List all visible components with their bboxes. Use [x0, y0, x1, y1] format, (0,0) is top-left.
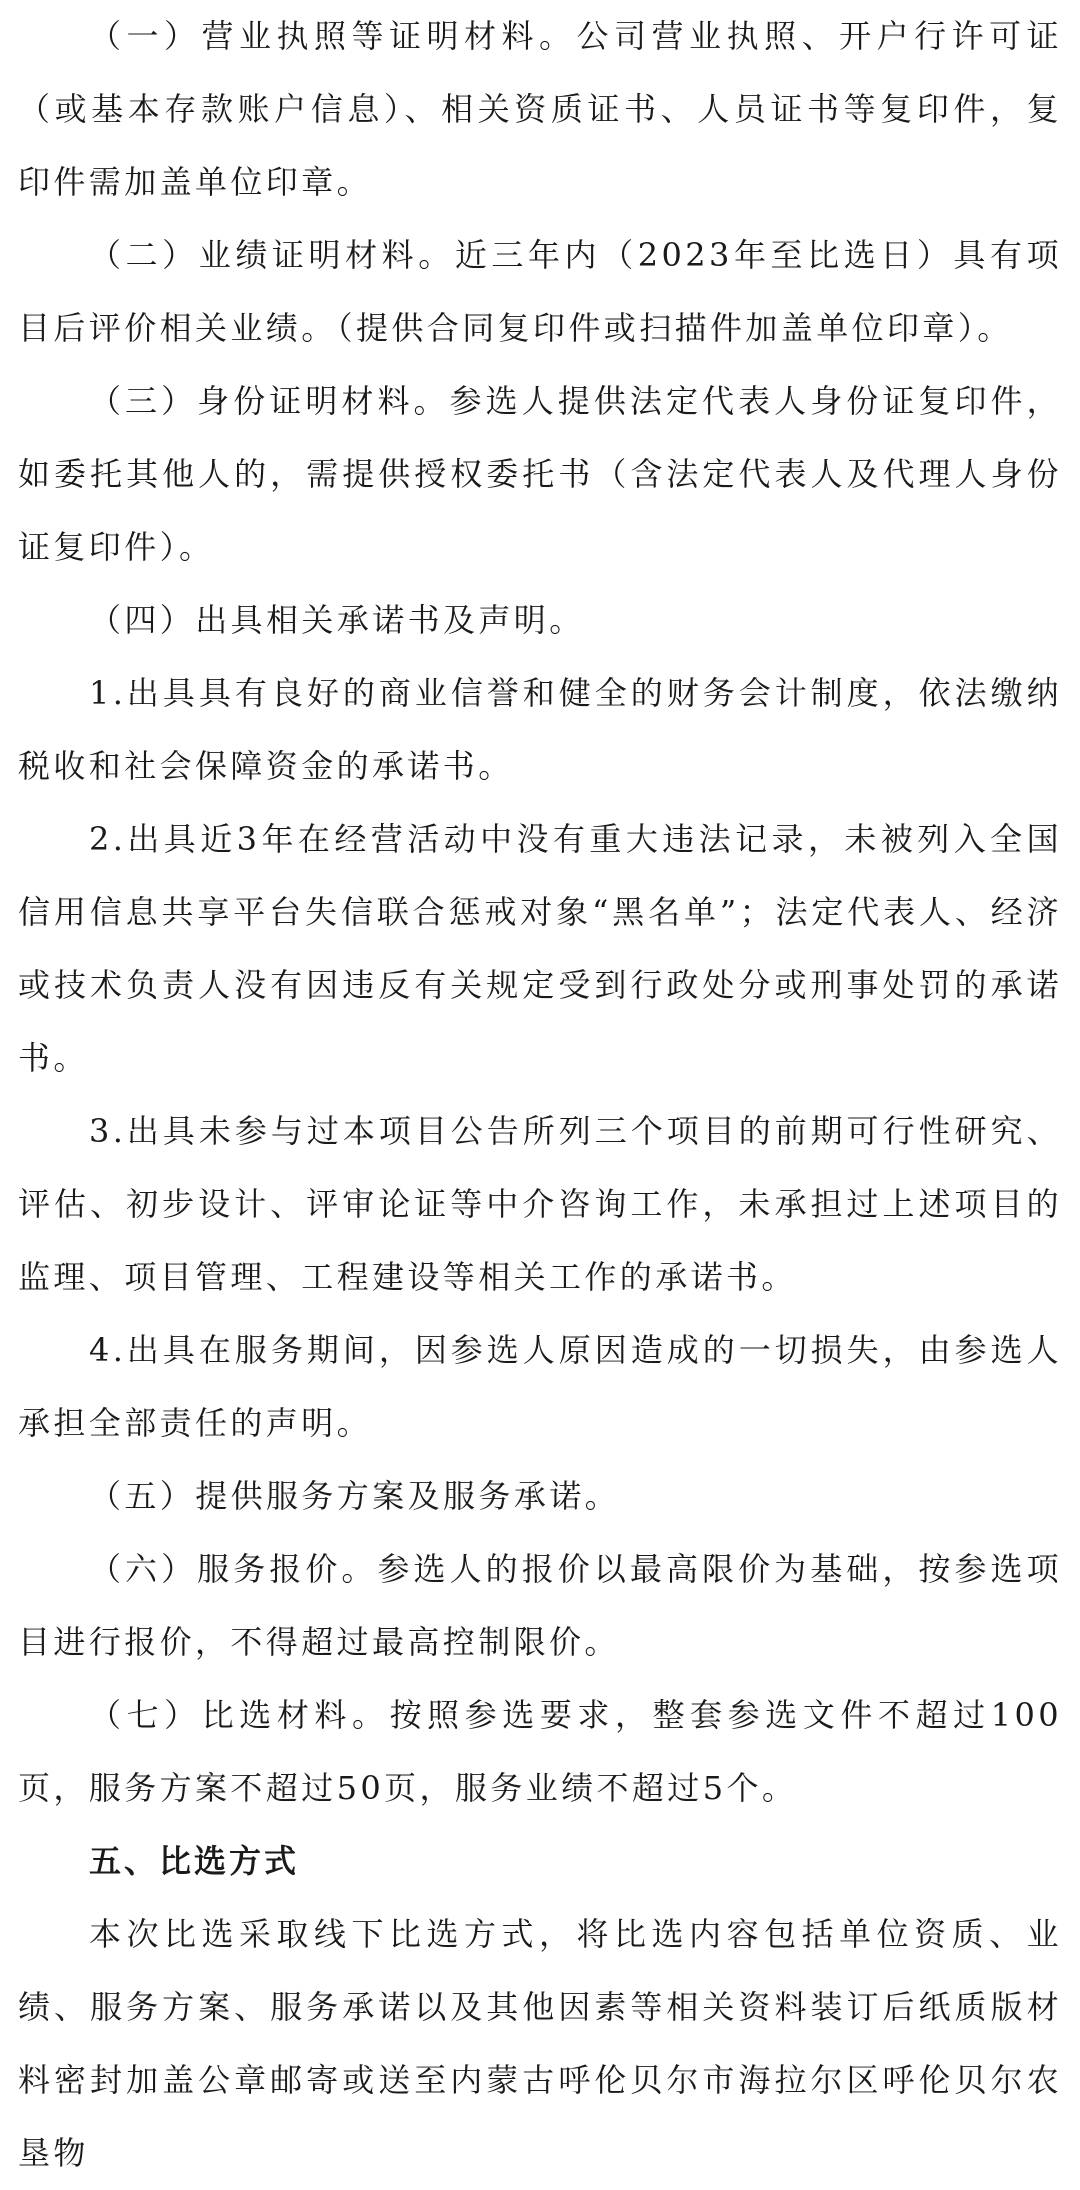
paragraph-business-license: （一）营业执照等证明材料。公司营业执照、开户行许可证（或基本存款账户信息）、相关资质证书、人员证书等复印件，复印件需加盖单位印章。 — [18, 17, 1062, 201]
paragraph-commitment-2: 2.出具近3年在经营活动中没有重大违法记录，未被列入全国信用信息共享平台失信联合惩戒对象“黑名单”；法定代表人、经济或技术负责人没有因违反有关规定受到行政处分或刑事处罚的承诺书。 — [18, 820, 1062, 1077]
paragraph-service-quote: （六）服务报价。参选人的报价以最高限价为基础，按参选项目进行报价，不得超过最高控制限价。 — [18, 1550, 1062, 1661]
paragraph-commitment-4: 4.出具在服务期间，因参选人原因造成的一切损失，由参选人承担全部责任的声明。 — [18, 1331, 1062, 1442]
paragraph-service-plan: （五）提供服务方案及服务承诺。 — [89, 1477, 621, 1515]
paragraph-identity-proof: （三）身份证明材料。参选人提供法定代表人身份证复印件，如委托其他人的，需提供授权委托书（含法定代表人及代理人身份证复印件）。 — [18, 382, 1062, 566]
paragraph-selection-method: 本次比选采取线下比选方式，将比选内容包括单位资质、业绩、服务方案、服务承诺以及其他因素等相关资料装订后纸质版材料密封加盖公章邮寄或送至内蒙古呼伦贝尔市海拉尔区呼伦贝尔农垦物 — [18, 1915, 1062, 2172]
paragraph-commitment-1: 1.出具具有良好的商业信誉和健全的财务会计制度，依法缴纳税收和社会保障资金的承诺书。 — [18, 674, 1062, 785]
section-heading: 五、比选方式 — [89, 1842, 300, 1880]
paragraph-performance-proof: （二）业绩证明材料。近三年内（2023年至比选日）具有项目后评价相关业绩。（提供合同复印件或扫描件加盖单位印章）。 — [18, 236, 1062, 347]
document-page — [18, 0, 1062, 2172]
paragraph-commitment-title: （四）出具相关承诺书及声明。 — [89, 601, 585, 639]
paragraph-commitment-3: 3.出具未参与过本项目公告所列三个项目的前期可行性研究、评估、初步设计、评审论证等中介咨询工作，未承担过上述项目的监理、项目管理、工程建设等相关工作的承诺书。 — [18, 1112, 1062, 1296]
paragraph-selection-materials: （七）比选材料。按照参选要求，整套参选文件不超过100页，服务方案不超过50页，服务业绩不超过5个。 — [18, 1696, 1062, 1807]
